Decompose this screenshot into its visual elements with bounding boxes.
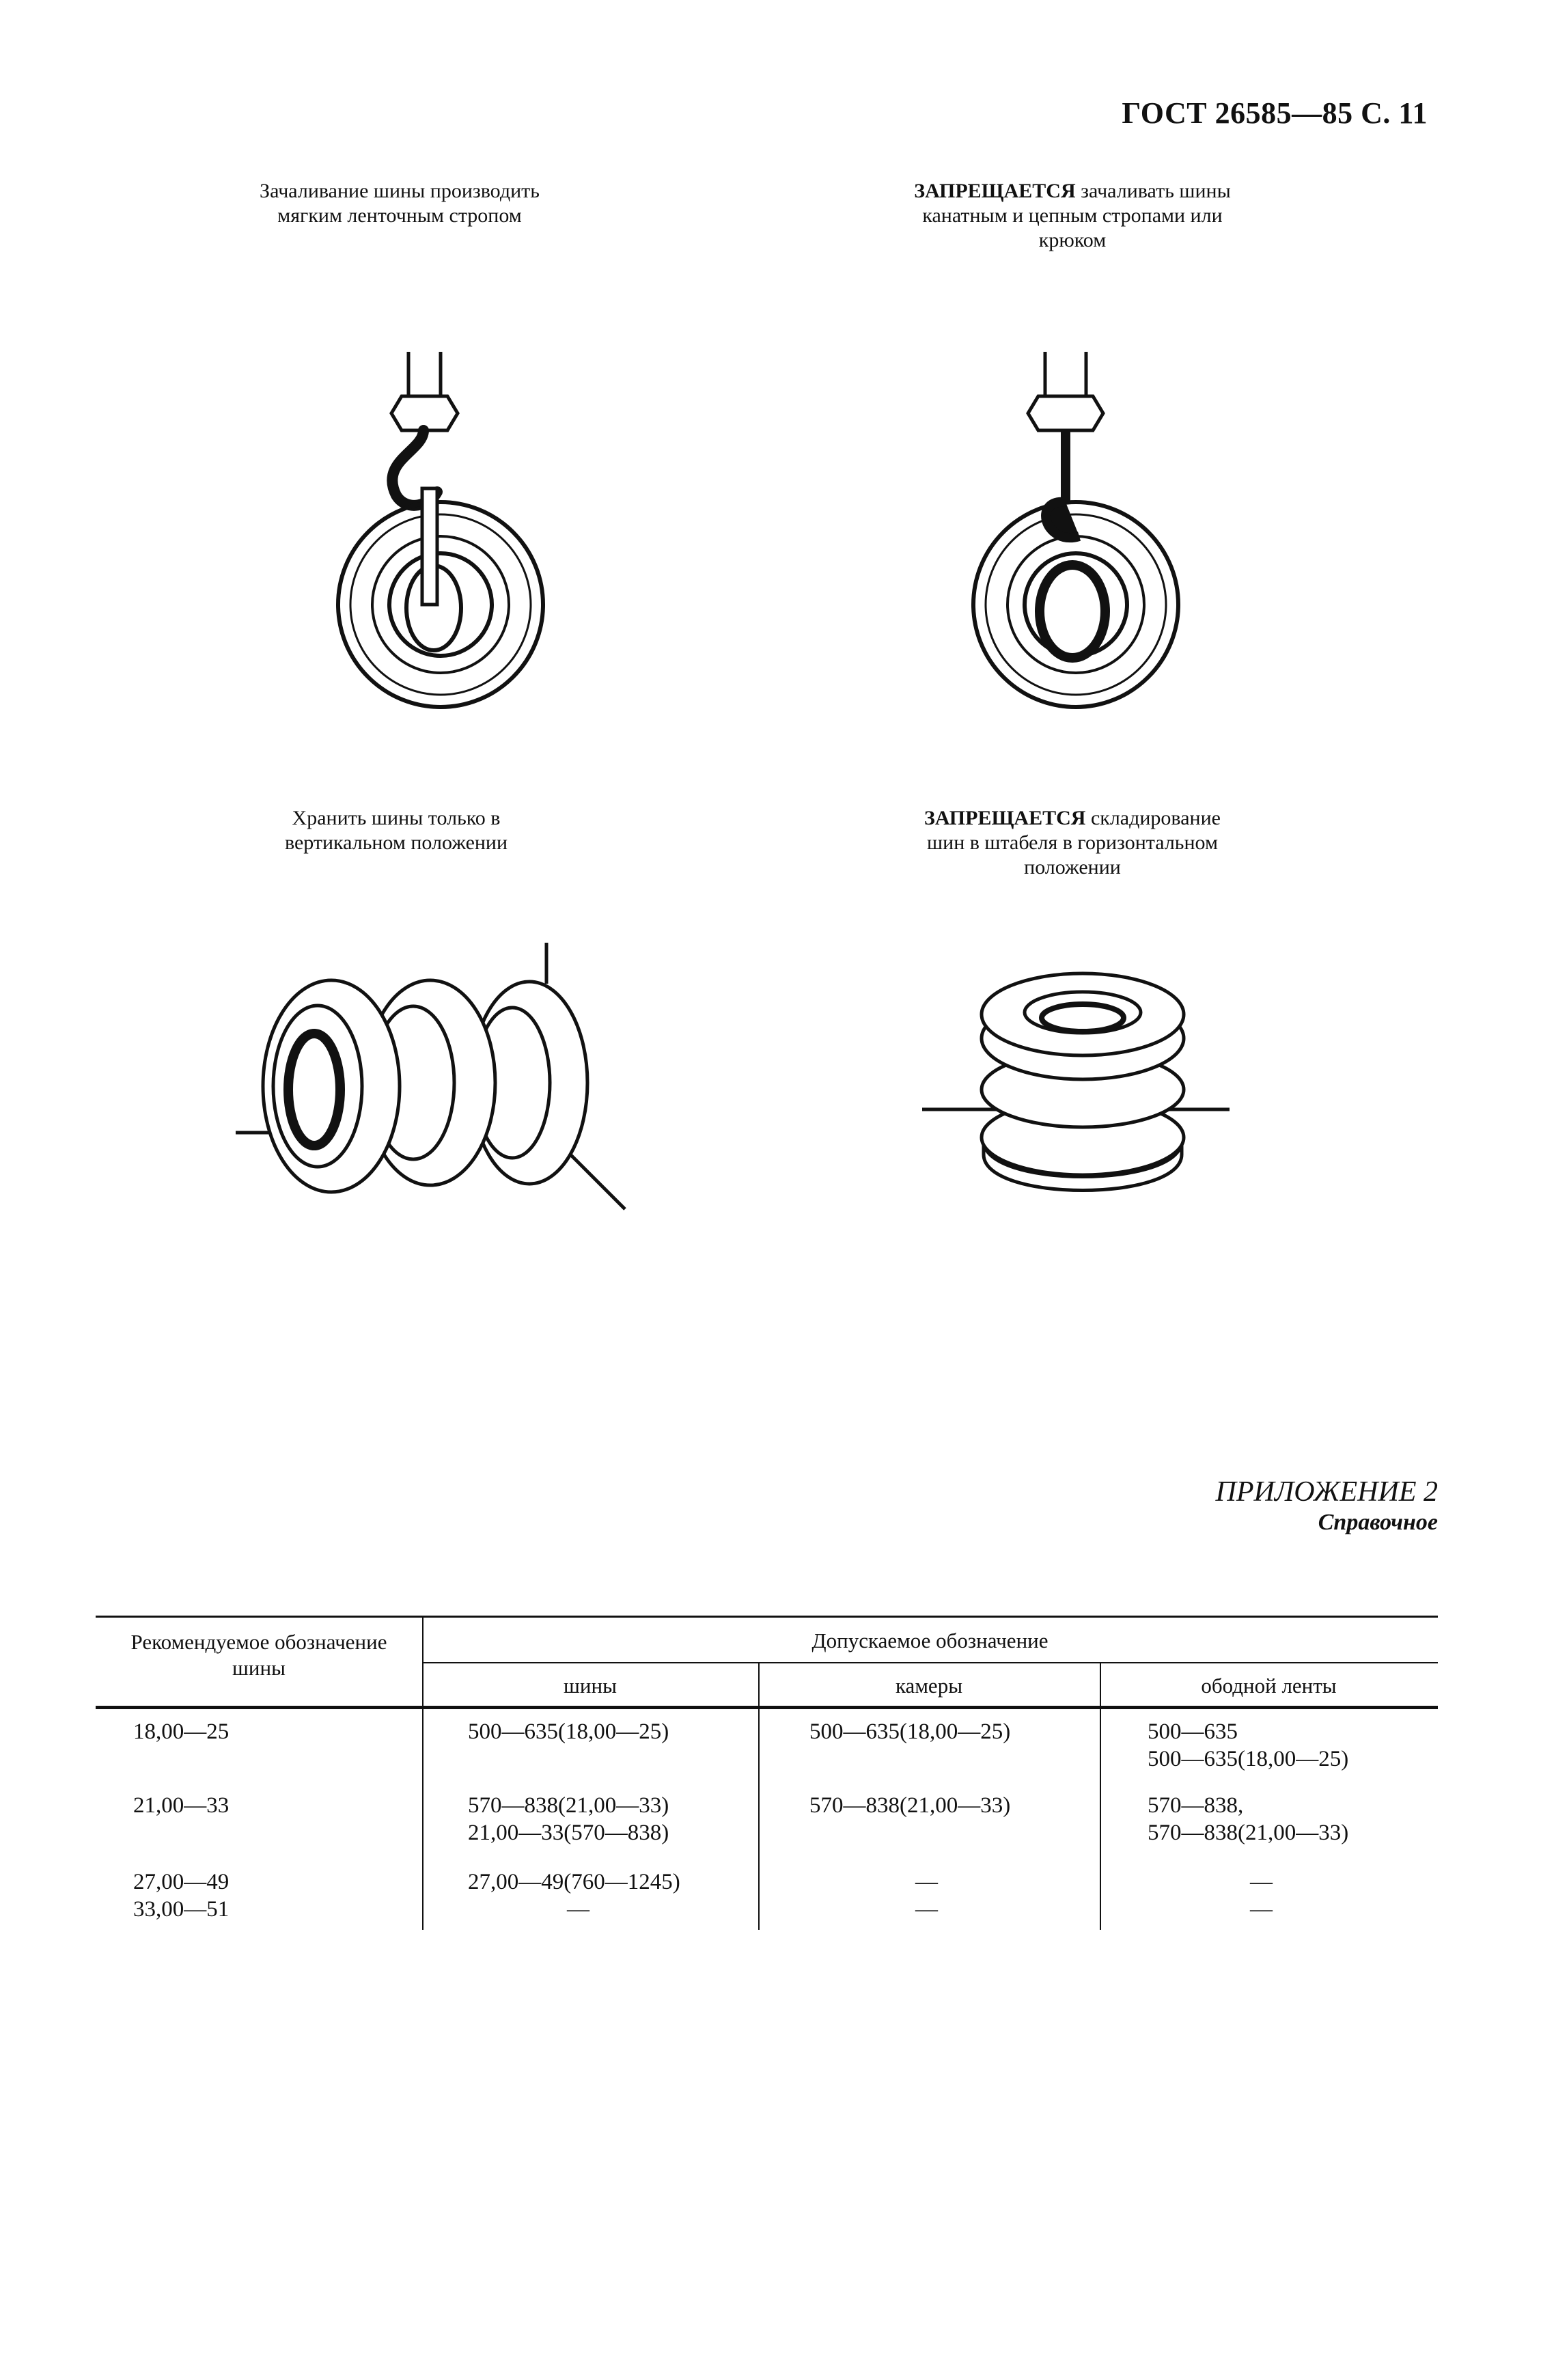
caption-sling-soft xyxy=(198,179,601,228)
appendix-subtitle: Справочное xyxy=(1318,1510,1438,1535)
table-cell-tire: 21,00—33(570—838) xyxy=(468,1821,669,1845)
table-row-recommended: 18,00—25 xyxy=(133,1719,230,1744)
caption-store-forbidden xyxy=(847,806,1298,880)
caption-line: складирование xyxy=(1085,807,1221,829)
caption-line: крюком xyxy=(1038,229,1107,251)
table-col-rule xyxy=(422,1616,424,1930)
table-top-rule xyxy=(96,1616,1438,1618)
header-allowed: Допускаемое обозначение xyxy=(811,1629,1049,1652)
caption-line: шин в штабеля в горизонтальном xyxy=(927,831,1218,854)
caption-line: Зачаливание шины производить xyxy=(260,180,540,202)
table-col-rule xyxy=(758,1662,760,1930)
table-cell-rim: — xyxy=(1250,1897,1273,1922)
caption-store-vertical xyxy=(205,806,587,855)
appendix-title: ПРИЛОЖЕНИЕ 2 xyxy=(1215,1476,1438,1508)
figure-tires-stacked xyxy=(922,950,1236,1209)
caption-line: вертикальном положении xyxy=(284,831,508,854)
caption-line: зачаливать шины xyxy=(1075,180,1231,202)
header-text: шины xyxy=(232,1656,286,1680)
caption-line: мягким ленточным стропом xyxy=(277,204,522,227)
figure-tire-hook-forbidden xyxy=(963,342,1195,724)
caption-line: канатным и цепным стропами или xyxy=(922,204,1223,227)
table-cell-tire: 27,00—49(760—1245) xyxy=(468,1870,680,1894)
table-cell-tube: — xyxy=(915,1870,938,1894)
table-row-recommended: 27,00—49 xyxy=(133,1870,230,1894)
caption-line: положении xyxy=(1024,856,1121,878)
table-cell-tire: 500—635(18,00—25) xyxy=(468,1719,669,1744)
table-cell-tire: 570—838(21,00—33) xyxy=(468,1793,669,1818)
table-cell-rim: 570—838, xyxy=(1148,1793,1244,1818)
table-row-recommended: 21,00—33 xyxy=(133,1793,230,1818)
caption-sling-forbidden xyxy=(847,179,1298,253)
table-header-rule xyxy=(422,1662,1438,1663)
header-text: Рекомендуемое обозначение xyxy=(130,1630,387,1654)
header-rim-tape: ободной ленты xyxy=(1201,1674,1337,1698)
table-header-bottom-rule xyxy=(96,1706,1438,1709)
table-cell-rim: 570—838(21,00—33) xyxy=(1148,1821,1349,1845)
header-tube: камеры xyxy=(895,1674,963,1698)
table-cell-tire: — xyxy=(567,1897,589,1922)
table-col-rule xyxy=(1100,1662,1101,1930)
table-row-recommended: 33,00—51 xyxy=(133,1897,230,1922)
table-cell-tube: 500—635(18,00—25) xyxy=(809,1719,1011,1744)
table-cell-rim: 500—635 xyxy=(1148,1719,1238,1744)
table-cell-tube: — xyxy=(915,1897,938,1922)
table-cell-rim: 500—635(18,00—25) xyxy=(1148,1747,1349,1771)
header-recommended xyxy=(96,1629,422,1681)
figure-tire-soft-sling xyxy=(321,342,553,724)
table-cell-tube: 570—838(21,00—33) xyxy=(809,1793,1011,1818)
header-tire: шины xyxy=(564,1674,617,1698)
caption-forbidden-word: ЗАПРЕЩАЕТСЯ xyxy=(924,807,1086,829)
caption-line: Хранить шины только в xyxy=(292,807,501,829)
page-header: ГОСТ 26585—85 С. 11 xyxy=(1122,96,1428,130)
table-cell-rim: — xyxy=(1250,1870,1273,1894)
caption-forbidden-word: ЗАПРЕЩАЕТСЯ xyxy=(914,180,1076,202)
figure-tires-vertical xyxy=(236,943,632,1216)
